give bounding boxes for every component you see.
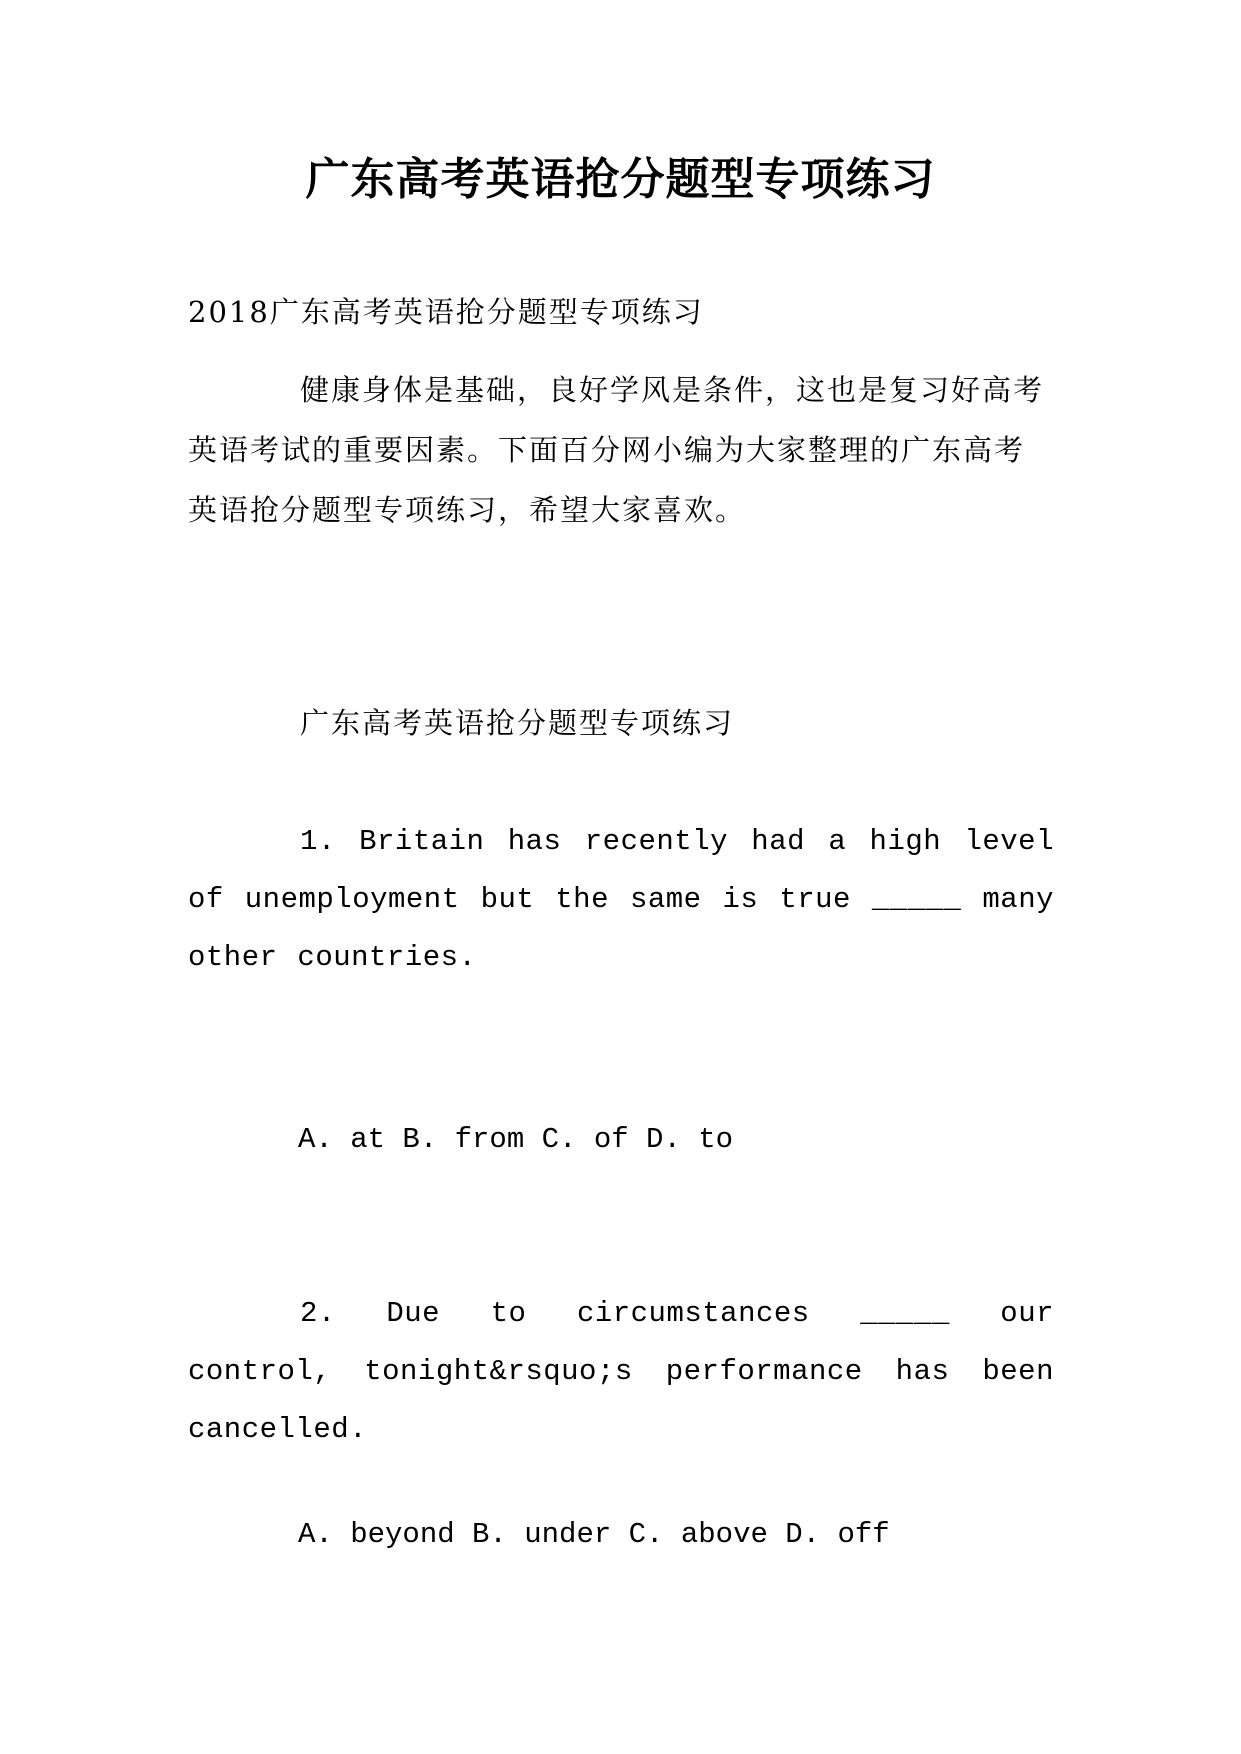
section-heading: 广东高考英语抢分题型专项练习 (300, 706, 735, 740)
document-subtitle: 2018广东高考英语抢分题型专项练习 (188, 295, 704, 329)
document-title: 广东高考英语抢分题型专项练习 (305, 154, 936, 205)
question-2-options: A. beyond B. under C. above D. off (298, 1518, 890, 1551)
question-1-text: 1. Britain has recently had a high level of unemployment but the same is true _____ many other countries. (188, 825, 1054, 974)
question-2-text: 2. Due to circumstances _____ our control, tonight&rsquo;s performance has been cancelled. (188, 1297, 1054, 1446)
question-1-options: A. at B. from C. of D. to (298, 1123, 734, 1156)
intro-paragraph: 健康身体是基础，良好学风是条件，这也是复习好高考英语考试的重要因素。下面百分网小编为大家整理的广东高考英语抢分题型专项练习，希望大家喜欢。 (188, 373, 1045, 527)
